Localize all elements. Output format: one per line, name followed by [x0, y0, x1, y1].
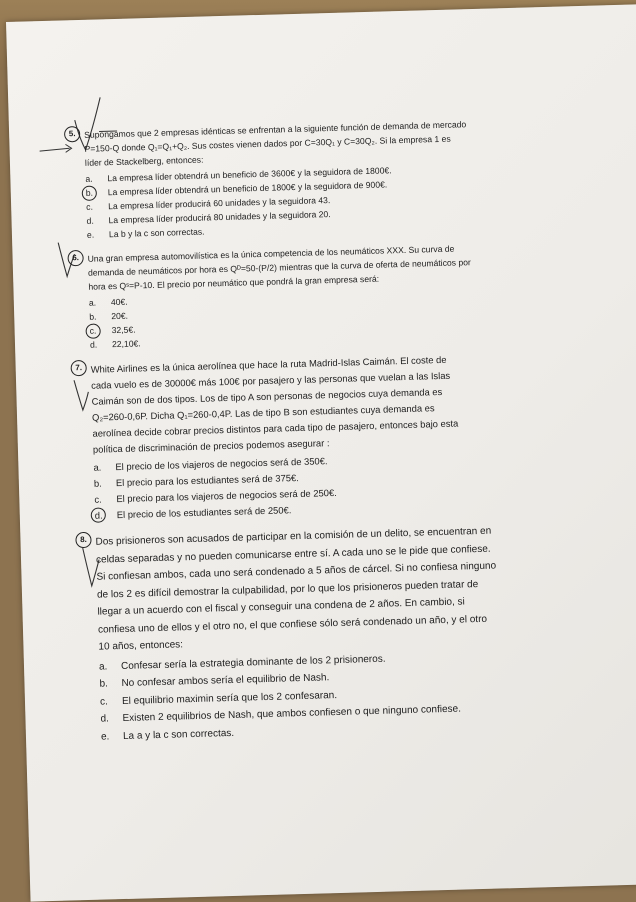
arrow-mark-q5 — [39, 144, 71, 153]
question-number-badge: 6. — [67, 250, 83, 266]
questions-area — [68, 113, 621, 755]
question-number-badge: 8. — [75, 532, 91, 548]
option-b: b. 20€. — [89, 310, 129, 322]
answer-options — [93, 445, 615, 523]
option-c-selected: c. 32,5€. — [89, 324, 136, 336]
question-number-badge: 7. — [70, 360, 86, 376]
option-d-selected: d. El precio de los estudiantes será de 250€. — [95, 493, 615, 524]
option-d: d. Existen 2 equilibrios de Nash, que ambos confiesen o que ninguno confiese. — [100, 703, 462, 725]
tick-mark-q7 — [74, 380, 89, 410]
option-d: d. La empresa líder producirá 80 unidades y la seguidora 20. — [86, 209, 331, 226]
question-text: Una gran empresa automovilística es la única competencia de los neumáticos XXX. Su curva de demanda de neumáticos por hora es Qᴰ=50-(P/2) mientras que la curva de oferta de neumáticos por hora es Qˢ=P-10. El precio por neumático que pondrá la gran empresa será: — [87, 243, 471, 292]
option-a: a. La empresa líder obtendrá un beneficio de 3600€ y la seguidora de 1800€. — [85, 165, 392, 184]
option-b-selected: b. La empresa líder obtendrá un beneficio de 1800€ y la seguidora de 900€. — [85, 179, 388, 198]
option-e: e. La b y la c son correctas. — [86, 226, 205, 240]
option-a: a. El precio de los viajeros de negocios será de 350€. — [93, 455, 328, 473]
question-text: White Airlines es la única aerolínea que hace la ruta Madrid-Islas Caimán. El coste de cada vuelo es de 30000€ más 100€ por pasajero y las personas que vuelan a las Islas Caimán son de dos tipos. Los de tipo A son personas de negocios cuya demanda es Q₂=260-0,6P. Dicha Q₁=260-0,4P. Las de tipo B son estudiantes cuya demanda es aerolínea decide cobrar precios distintos para cada tipo de pasajero, entonces bajo esta política de discriminación de precios podemos asegurar : — [90, 353, 459, 455]
option-e: e. La a y la c son correctas. — [100, 727, 235, 743]
option-b: b. El precio para los estudiantes será de 375€. — [93, 472, 299, 489]
question-6 — [72, 237, 610, 351]
answer-options — [85, 157, 607, 241]
option-a: a. Confesar sería la estrategia dominante de los 2 prisioneros. — [98, 653, 386, 673]
question-number-badge: 5. — [64, 126, 80, 142]
option-c: c. La empresa líder producirá 60 unidades y la seguidora 43. — [86, 195, 331, 212]
question-text: Supongamos que 2 empresas idénticas se enfrentan a la siguiente función de demanda de mercado P=150-Q donde Q₁=Q₁+Q₂. Sus costes vienen dados por C=30Q₁ y C=30Q₂. Si la empresa 1 es líder de Stackelberg, entonces: — [84, 119, 467, 168]
answer-options — [89, 281, 610, 351]
question-8 — [80, 519, 621, 745]
option-a: a. 40€. — [88, 296, 128, 308]
exam-sheet — [6, 4, 636, 902]
option-c: c. El precio para los viajeros de negocios será de 250€. — [94, 486, 337, 505]
question-7 — [75, 347, 615, 523]
question-5 — [68, 113, 607, 241]
option-b: b. No confesar ambos sería el equilibrio de Nash. — [99, 672, 330, 690]
question-text: Dos prisioneros son acusados de participar en la comisión de un delito, se encuentran en celdas separadas y no pueden comunicarse entre sí. A cada uno se le pide que confiese. Si confiesan ambos, cada uno será condenado a 5 años de cárcel. Si no confiesa ninguno de los 2 es difícil demostrar la culpabilidad, por lo que los prisioneros pueden tratar de llegar a un acuerdo con el fiscal y conseguir una condena de 2 años. En cambio, si confiesa uno de ellos y el otro no, el que confiese sólo será condenado un año, y el otro 10 años, entonces: — [95, 525, 497, 653]
option-c: c. El equilibrio maximin sería que los 2 confesaran. — [99, 689, 338, 708]
answer-options — [99, 644, 621, 746]
option-d: d. 22,10€. — [89, 338, 141, 350]
